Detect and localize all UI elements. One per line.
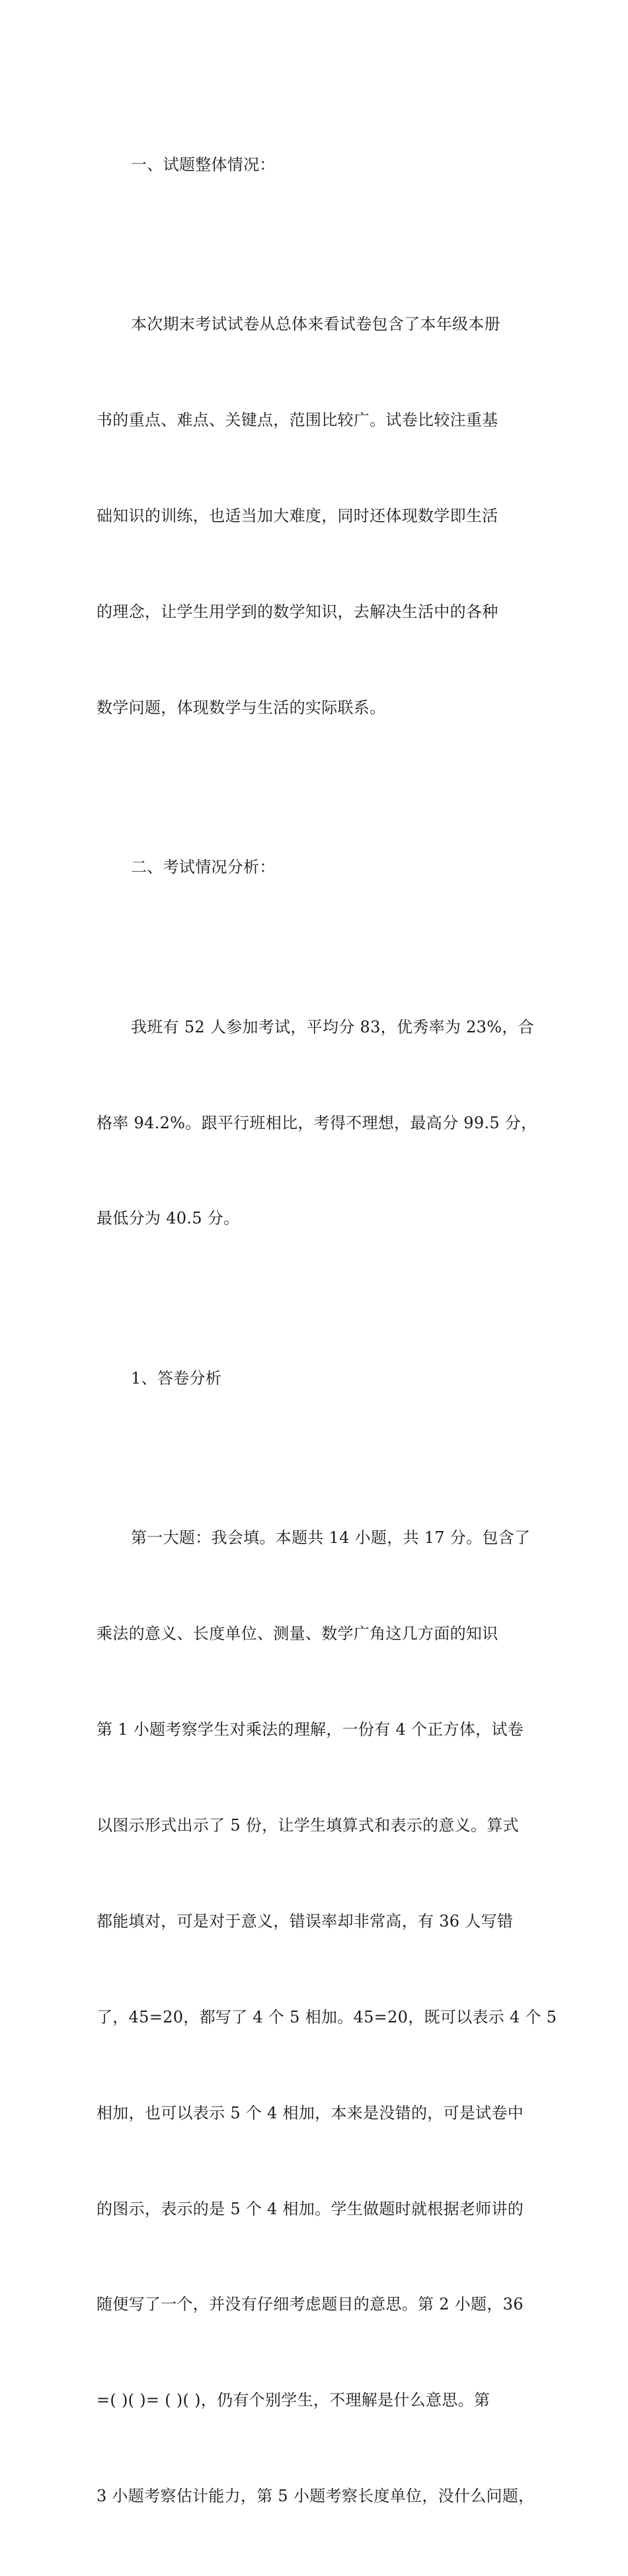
text-line: 最低分为 40.5 分。 [97, 1209, 240, 1228]
text-line: 础知识的训练，也适当加大难度，同时还体现数学即生活 [97, 506, 498, 525]
document-body [97, 85, 557, 2576]
text-line: 乘法的意义、长度单位、测量、数学广角这几方面的知识 [97, 1624, 498, 1643]
text-line: =( )( )= ( )( )，仍有个别学生，不理解是什么意思。第 [97, 2391, 491, 2410]
paragraph-question-1 [97, 1458, 557, 2576]
text-line: 随便写了一个，并没有仔细考虑题目的意思。第 2 小题，36 [97, 2295, 524, 2314]
text-line: 第一大题：我会填。本题共 14 小题，共 17 分。包含了 [131, 1528, 531, 1548]
heading-answer-analysis [97, 1298, 533, 1458]
text-line: 3 小题考察估计能力，第 5 小题考察长度单位，没什么问题， [97, 2487, 535, 2506]
text-line: 1、答卷分析 [131, 1368, 222, 1388]
text-line: 的图示，表示的是 5 个 4 相加。学生做题时就根据老师讲的 [97, 2199, 524, 2218]
paragraph-overview [97, 244, 533, 787]
paragraph-statistics [97, 947, 537, 1298]
heading-section-1 [97, 85, 533, 244]
heading-section-2 [97, 788, 533, 947]
text-line: 了，45=20，都写了 4 个 5 相加。45=20，既可以表示 4 个 5 [97, 2007, 557, 2026]
text-line: 数学问题，体现数学与生活的实际联系。 [97, 698, 386, 717]
text-line: 相加，也可以表示 5 个 4 相加，本来是没错的，可是试卷中 [97, 2103, 524, 2122]
text-line: 书的重点、难点、关键点，范围比较广。试卷比较注重基 [97, 410, 498, 429]
text-line: 都能填对，可是对于意义，错误率却非常高，有 36 人写错 [97, 1911, 514, 1931]
text-line: 第 1 小题考察学生对乘法的理解，一份有 4 个正方体，试卷 [97, 1720, 524, 1739]
text-line: 我班有 52 人参加考试，平均分 83，优秀率为 23%，合 [131, 1017, 534, 1036]
text-line: 二、考试情况分析： [131, 858, 276, 877]
text-line: 本次期末考试试卷从总体来看试卷包含了本年级本册 [131, 315, 500, 334]
text-line: 一、试题整体情况： [131, 155, 276, 174]
text-line: 以图示形式出示了 5 份，让学生填算式和表示的意义。算式 [97, 1816, 519, 1835]
text-line: 格率 94.2%。跟平行班相比，考得不理想，最高分 99.5 分， [97, 1113, 537, 1132]
text-line: 的理念，让学生用学到的数学知识，去解决生活中的各种 [97, 602, 498, 621]
